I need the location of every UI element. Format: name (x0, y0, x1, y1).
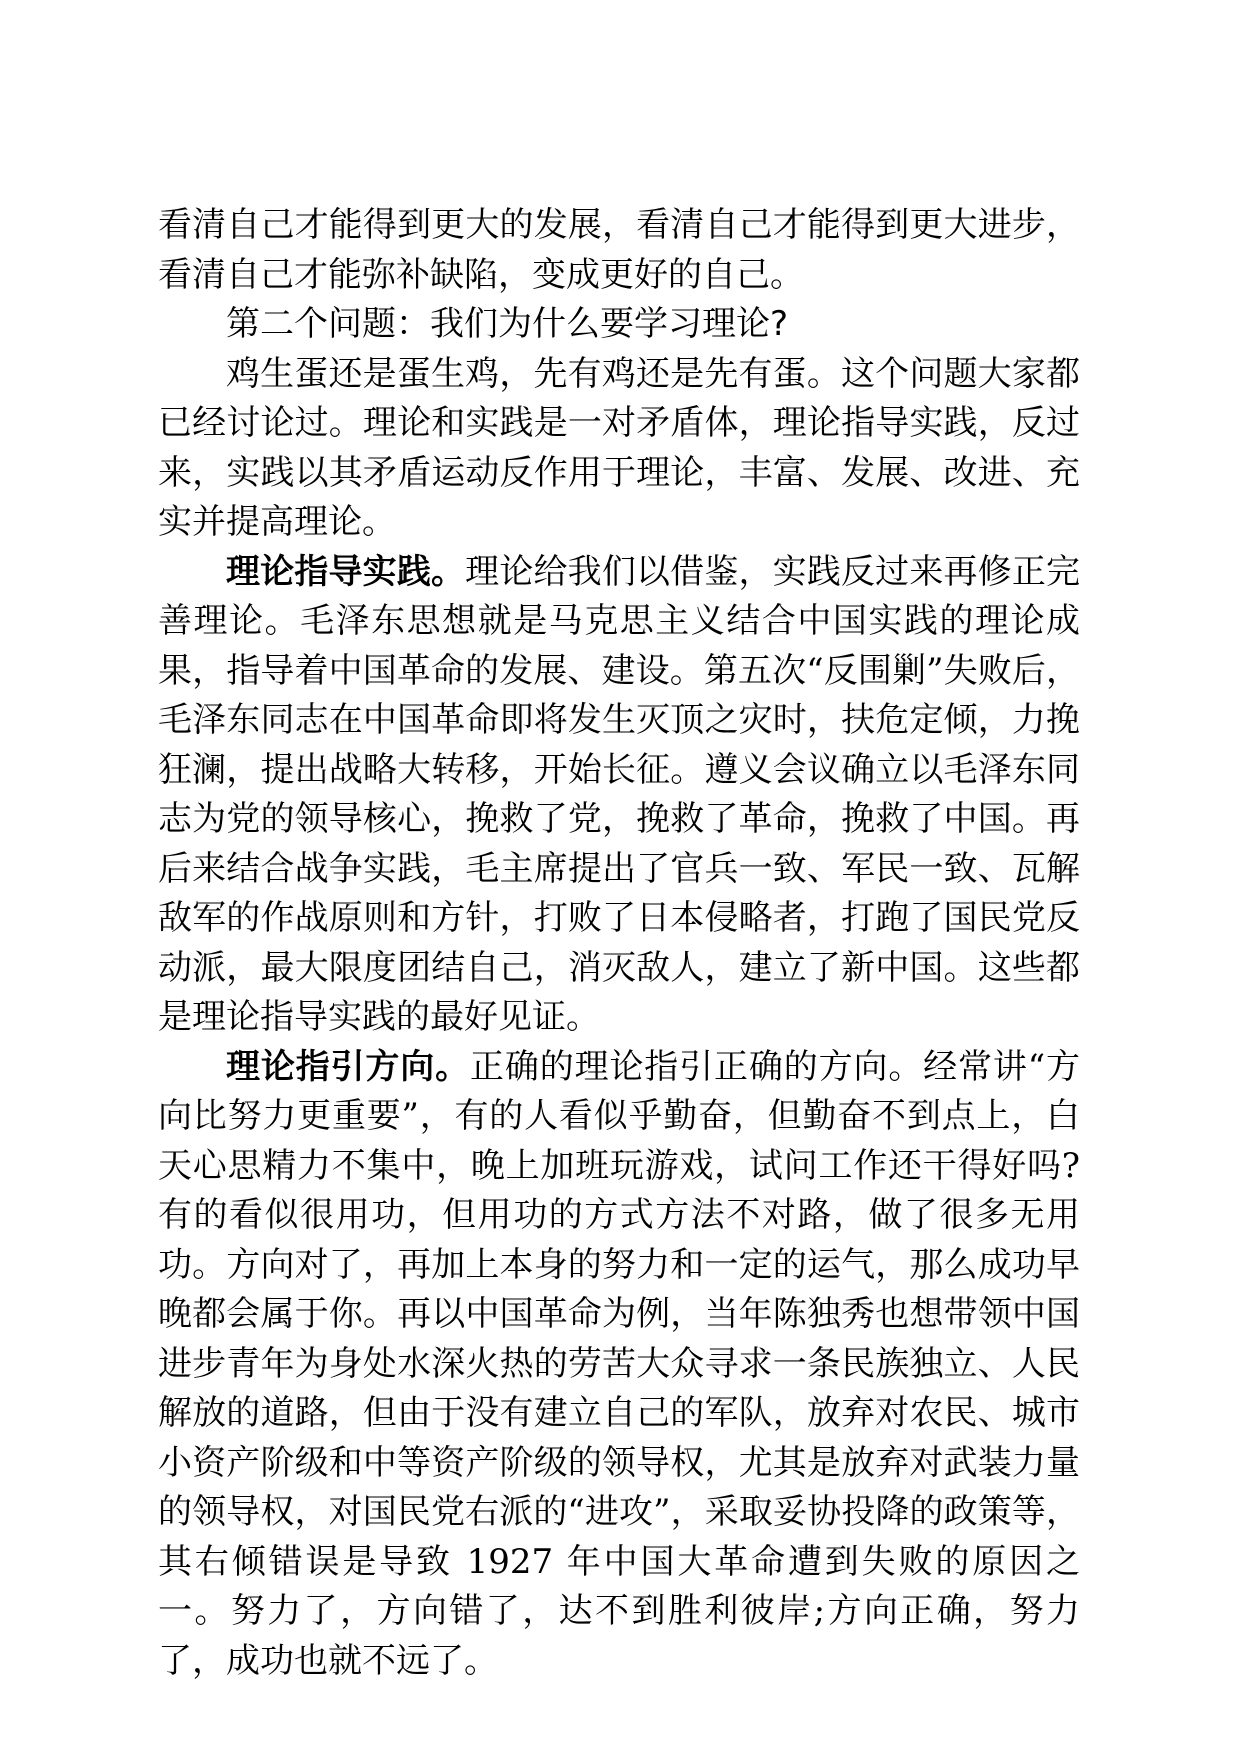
body-paragraph (158, 548, 1080, 1043)
continuation-paragraph: 看清自己才能得到更大的发展，看清自己才能得到更大进步，看清自己才能弥补缺陷，变成更好的自己。 (158, 205, 1080, 295)
document-body (158, 201, 1080, 1686)
paragraph-lead: 理论指引方向。 (226, 1046, 471, 1087)
paragraph-text: 理论给我们以借鉴，实践反过来再修正完善理论。毛泽东思想就是马克思主义结合中国实践的理论成果，指导着中国革命的发展、建设。第五次“反围剿”失败后，毛泽东同志在中国革命即将发生灭顶之灾时，扶危定倾，力挽狂澜，提出战略大转移，开始长征。遵义会议确立以毛泽东同志为党的领导核心，挽救了党，挽救了革命，挽救了中国。再后来结合战争实践，毛主席提出了官兵一致、军民一致、瓦解敌军的作战原则和方针，打败了日本侵略者，打跑了国民党反动派，最大限度团结自己，消灭敌人，建立了新中国。这些都是理论指导实践的最好见证。 (158, 551, 1081, 1037)
body-paragraph: 鸡生蛋还是蛋生鸡，先有鸡还是先有蛋。这个问题大家都已经讨论过。理论和实践是一对矛盾体，理论指导实践，反过来，实践以其矛盾运动反作用于理论，丰富、发展、改进、充实并提高理论。 (158, 353, 1080, 542)
paragraph-text: 正确的理论指引正确的方向。经常讲“方向比努力更重要”，有的人看似乎勤奋，但勤奋不到点上，白天心思精力不集中，晚上加班玩游戏，试问工作还干得好吗?有的看似很用功，但用功的方式方法不对路，做了很多无用功。方向对了，再加上本身的努力和一定的运气，那么成功早晚都会属于你。再以中国革命为例，当年陈独秀也想带领中国进步青年为身处水深火热的劳苦大众寻求一条民族独立、人民解放的道路，但由于没有建立自己的军队，放弃对农民、城市小资产阶级和中等资产阶级的领导权，尤其是放弃对武装力量的领导权，对国民党右派的“进攻”，采取妥协投降的政策等，其右倾错误是导致 1927 年中国大革命遭到失败的原因之一。努力了，方向错了，达不到胜利彼岸;方向正确，努力了，成功也就不远了。 (158, 1046, 1080, 1681)
body-paragraph (158, 1043, 1080, 1687)
section-heading: 第二个问题：我们为什么要学习理论? (226, 304, 789, 344)
paragraph-lead: 理论指导实践。 (226, 551, 466, 592)
